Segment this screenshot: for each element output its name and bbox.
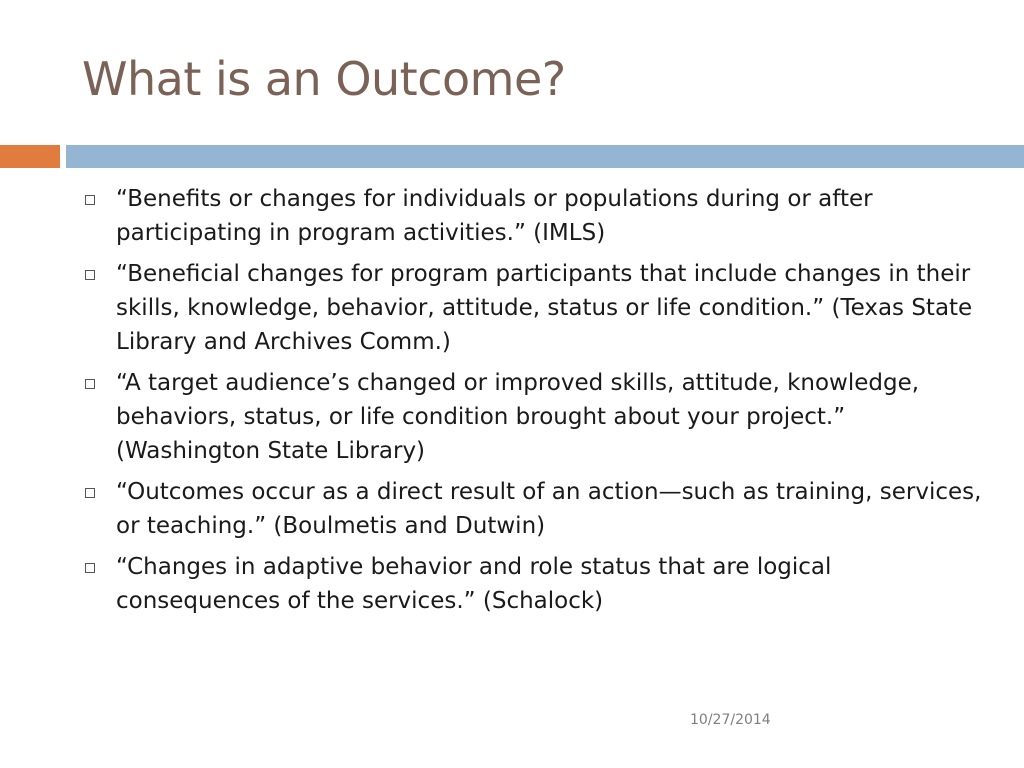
footer-date: 10/27/2014 bbox=[690, 712, 771, 728]
square-bullet-icon bbox=[85, 379, 95, 389]
bullet-item bbox=[82, 366, 982, 468]
bullet-list bbox=[82, 182, 982, 625]
bullet-item bbox=[82, 475, 982, 543]
square-bullet-icon bbox=[85, 488, 95, 498]
accent-bar-orange bbox=[0, 145, 60, 168]
bullet-item bbox=[82, 550, 982, 618]
bullet-text: “A target audience’s changed or improved skills, attitude, knowledge, behaviors, status, or life condition brought about your project.” (Washington State Library) bbox=[116, 370, 920, 464]
bullet-item bbox=[82, 182, 982, 250]
bullet-text: “Outcomes occur as a direct result of an action—such as training, services, or teaching.” (Boulmetis and Dutwin) bbox=[116, 479, 982, 539]
bullet-text: “Benefits or changes for individuals or populations during or after participating in program activities.” (IMLS) bbox=[116, 186, 873, 246]
bullet-text: “Changes in adaptive behavior and role status that are logical consequences of the services.” (Schalock) bbox=[116, 554, 832, 614]
square-bullet-icon bbox=[85, 270, 95, 280]
bullet-item bbox=[82, 257, 982, 359]
square-bullet-icon bbox=[85, 195, 95, 205]
square-bullet-icon bbox=[85, 563, 95, 573]
slide-title: What is an Outcome? bbox=[82, 52, 566, 106]
bullet-text: “Beneficial changes for program participants that include changes in their skills, knowledge, behavior, attitude, status or life condition.” (Texas State Library and Archives Comm.) bbox=[116, 261, 973, 355]
accent-bar-blue bbox=[66, 145, 1024, 168]
